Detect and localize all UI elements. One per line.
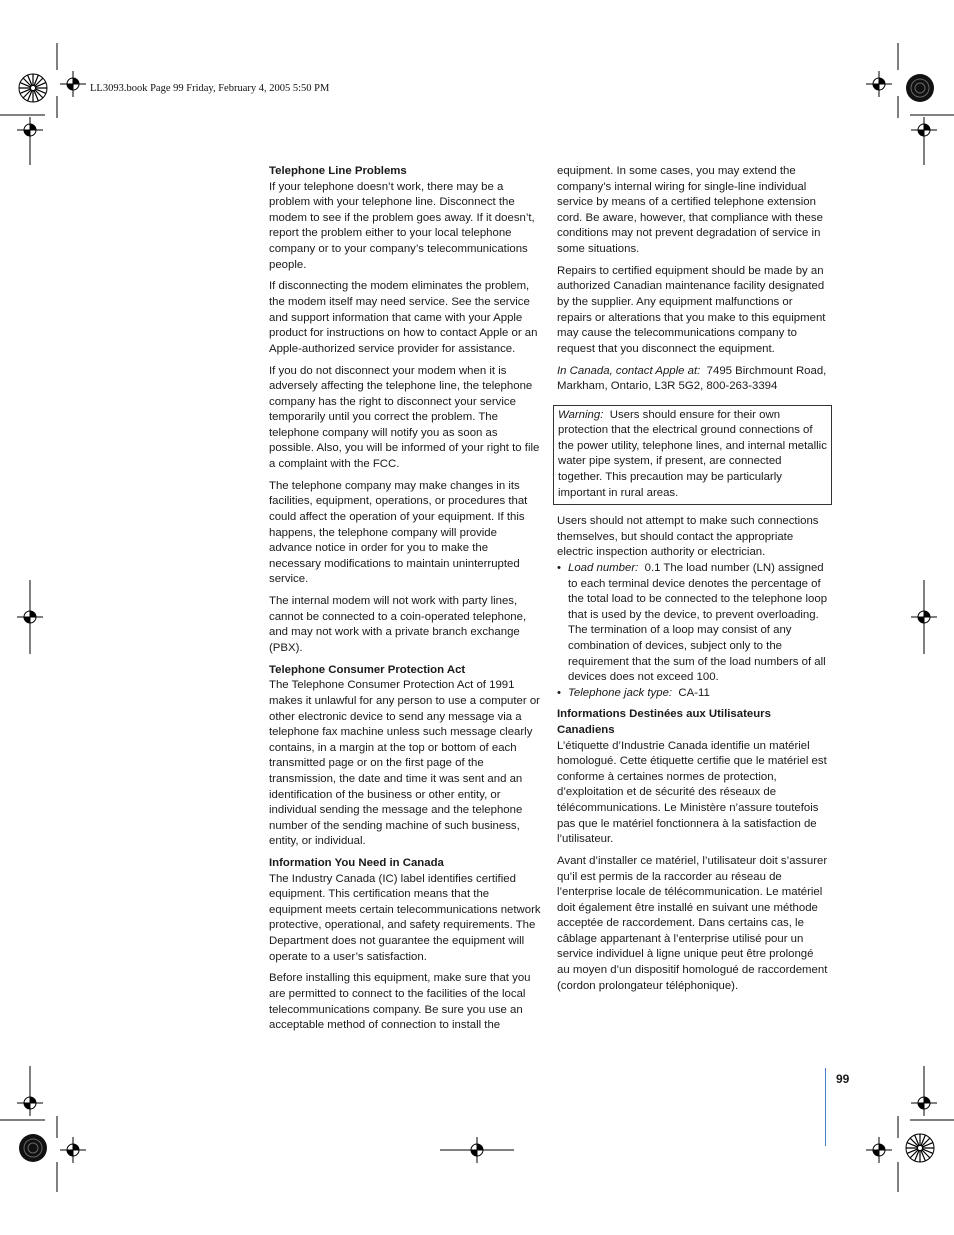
right-column (557, 164, 829, 1000)
paragraph: If disconnecting the modem eliminates the problem, the modem itself may need service. See the service and support information that came with your Apple product for instructions on how to contact Apple or an Apple-authorized service provider for assistance. (269, 280, 538, 355)
registration-mark-icon (911, 604, 937, 630)
paragraph: The Telephone Consumer Protection Act of 1991 makes it unlawful for any person to use a computer or other electronic device to send any message via a telephone fax machine unless such message clearly contains, in a margin at the top or bottom of each transmitted page or on the first page of the transmission, the date and time it was sent and an identification of the business or other entity, or individual sending the message and the telephone number of the sending machine of such business, entity, or individual. (269, 679, 540, 848)
warning-label: Warning: (558, 408, 604, 421)
bullet-text: 0.1 The load number (LN) assigned to each terminal device denotes the percentage of the total load to be connected to the telephone loop that is used by the device, to prevent overloading. The termination of a loop may consist of any combination of devices, subject only to the requirement that the sum of the load numbers of all devices does not exceed 100. (568, 562, 828, 684)
registration-mark-icon (17, 117, 43, 143)
paragraph: L’étiquette d’Industrie Canada identifie un matériel homologué. Cette étiquette certifie que le matériel est conforme à certaines normes de protection, d’exploitation et de sécurité des réseaux de télécommunications. Le Ministère n’assure toutefois pas que le matériel fonctionnera à la satisfaction de l’utilisateur. (557, 739, 827, 846)
bullet-icon: • (557, 562, 561, 575)
registration-mark-icon (911, 1090, 937, 1116)
list-item (557, 561, 829, 686)
french-info-section (557, 707, 829, 994)
paragraph: Avant d’installer ce matériel, l’utilisateur doit s’assurer qu’il est permis de la raccorder au réseau de l’enterprise locale de télécommunication. Le matériel doit également être installé en suivant une méthode acceptée de raccordement. Dans certains cas, le câblage appartenant à l’enterprise utilisé pour un service individuel à ligne unique peut être prolongé au moyen d’un dispositif homologué de raccordement (cordon prolongateur téléphonique). (557, 854, 828, 992)
section-heading: Telephone Line Problems (269, 165, 407, 177)
paragraph: Before installing this equipment, make sure that you are permitted to connect to the facilities of the local telecommunications company. Be sure you use an acceptable method of connection to install the (269, 972, 531, 1032)
paragraph: equipment. In some cases, you may extend the company’s internal wiring for single-line individual service by means of a certified telephone extension cord. Be aware, however, that compliance with these conditions may not prevent degradation of service in some situations. (557, 165, 823, 255)
color-disc-icon (906, 74, 934, 102)
page-number-rule (825, 1068, 826, 1146)
registration-mark-icon (17, 1090, 43, 1116)
contact-address: 7495 Birchmount Road, Markham, Ontario, L3R 5G2, 800-263-3394 (557, 364, 827, 393)
canada-info-section (269, 856, 541, 1034)
star-target-icon (19, 74, 47, 102)
section-heading: Information You Need in Canada (269, 857, 444, 870)
registration-mark-icon (60, 1137, 86, 1163)
contact-paragraph (557, 364, 829, 395)
paragraph: The telephone company may make changes in its facilities, equipment, operations, or procedures that could affect the operation of your equipment. If this happens, the telephone company will provide advance notice in order for you to make the necessary modifications to maintain uninterrupted service. (269, 479, 528, 586)
section-heading: Telephone Consumer Protection Act (269, 663, 466, 676)
paragraph: Repairs to certified equipment should be made by an authorized Canadian maintenance facility designated by the supplier. Any equipment malfunctions or repairs or alterations that you make to this equipment may cause the telecommunications company to request that you disconnect the equipment. (557, 264, 826, 355)
section-heading: Informations Destinées aux Utilisateurs Canadiens (557, 708, 771, 736)
registration-mark-icon (866, 1137, 892, 1163)
paragraph: Users should not attempt to make such connections themselves, but should contact the appropriate electric inspection authority or electrician. (557, 515, 819, 559)
paragraph: The internal modem will not work with party lines, cannot be connected to a coin-operated telephone, and may not work with a private branch exchange (PBX). (269, 595, 527, 654)
book-slug-header: LL3093.book Page 99 Friday, February 4, 2005 5:50 PM (90, 83, 330, 94)
paragraph: If you do not disconnect your modem when it is adversely affecting the telephone line, the telephone company has the right to disconnect your service temporarily until you correct the problem. The telephone company will notify you as soon as possible. Also, you will be informed of your right to file a complaint with the FCC. (269, 364, 540, 471)
registration-mark-icon (60, 71, 86, 97)
warning-paragraph (558, 408, 827, 502)
bullet-list (557, 561, 829, 701)
bullet-label: Telephone jack type: (568, 686, 673, 699)
consumer-protection-section (269, 663, 541, 850)
left-column (269, 164, 541, 1040)
contact-label: In Canada, contact Apple at: (557, 364, 701, 377)
warning-text: Users should ensure for their own protection that the electrical ground connections of the power utility, telephone lines, and internal metallic water pipe system, if present, are connected together. This precaution may be particularly important in rural areas. (558, 408, 827, 499)
bullet-icon: • (557, 686, 561, 699)
paragraph: If your telephone doesn’t work, there may be a problem with your telephone line. Disconnect the modem to see if the problem goes away. If it doesn’t, report the problem either to your local telephone company or to your company’s telecommunications people. (269, 180, 535, 271)
registration-mark-icon (17, 604, 43, 630)
warning-box (553, 405, 832, 506)
star-target-icon (906, 1134, 934, 1162)
paragraph: The Industry Canada (IC) label identifies certified equipment. This certification means that the equipment meets certain telecommunications network protective, operational, and safety requirements. The Department does not guarantee the equipment will operate to a user’s satisfaction. (269, 872, 541, 963)
telephone-line-problems-section (269, 164, 541, 657)
list-item (557, 686, 829, 702)
bullet-label: Load number: (568, 562, 639, 575)
registration-mark-icon (911, 117, 937, 143)
color-disc-icon (19, 1134, 47, 1162)
registration-mark-icon (464, 1137, 490, 1163)
page-number: 99 (836, 1072, 850, 1086)
registration-mark-icon (866, 71, 892, 97)
bullet-text: CA-11 (678, 686, 710, 699)
